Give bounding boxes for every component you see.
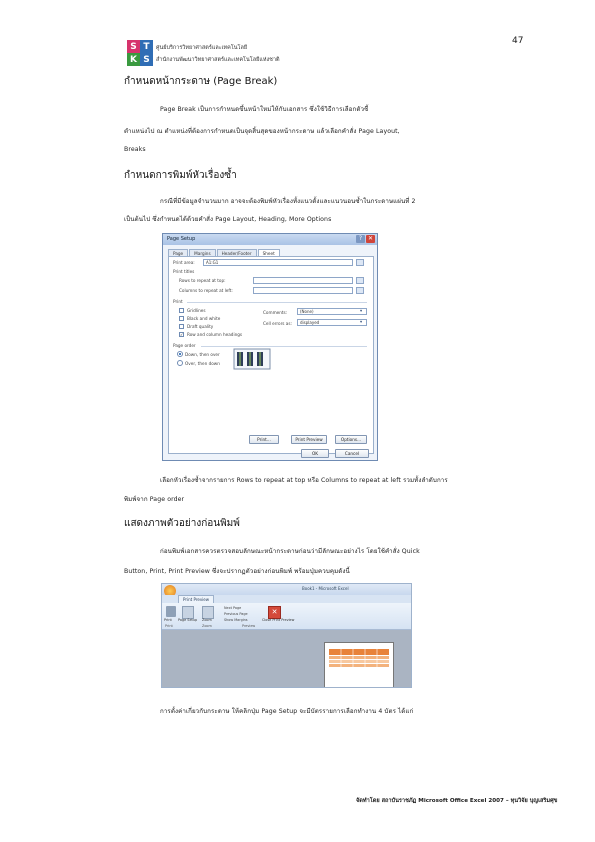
over-then-down-radio[interactable] <box>177 360 183 366</box>
caption-line: พิมพ์จาก Page order <box>124 496 185 503</box>
divider <box>187 302 367 303</box>
collapse-dialog-icon[interactable] <box>356 277 364 284</box>
caption-line: การตั้งค่าเกี่ยวกับกระดาษ ให้คลิกปุ่ม Page Setup จะมีบัตรรายการเลือกทำงาน 4 บัตร ได้แก่ <box>160 708 414 715</box>
close-preview-label: Close Print Preview <box>262 618 295 622</box>
close-preview-icon[interactable]: ✕ <box>268 606 281 619</box>
print-button[interactable]: Print... <box>249 435 279 444</box>
preview-sheet-content <box>325 643 393 688</box>
logo-letter-t: T <box>140 40 153 53</box>
comments-select[interactable]: (None) <box>297 308 367 315</box>
cell-errors-label: Cell errors as: <box>263 321 292 326</box>
caption-line: เลือกหัวเรื่องซ้ำจากรายการ Rows to repeat at top หรือ Columns to repeat at left รวมทั้งลำดับการ <box>160 477 448 484</box>
ok-button[interactable]: OK <box>301 449 329 458</box>
logo-letter-k: K <box>127 53 140 66</box>
page-setup-label: Page Setup <box>178 618 198 622</box>
organization-name-line1: ศูนย์บริการวิทยาศาสตร์และเทคโนโลยี <box>156 45 248 51</box>
options-button[interactable]: Options... <box>335 435 367 444</box>
page-setup-dialog-screenshot <box>162 233 378 461</box>
section-heading-print-preview: แสดงภาพตัวอย่างก่อนพิมพ์ <box>124 518 240 529</box>
cols-repeat-field[interactable] <box>253 287 353 294</box>
comments-label: Comments: <box>263 310 288 315</box>
logo-letter-s1: S <box>127 40 140 53</box>
section-heading-print-titles: กำหนดการพิมพ์หัวเรื่องซ้ำ <box>124 170 237 181</box>
row-col-headings-label: Row and column headings <box>187 332 243 337</box>
print-section-label: Print <box>173 299 183 304</box>
chevron-down-icon[interactable]: ▾ <box>360 319 363 324</box>
preview-canvas <box>162 630 412 688</box>
ribbon-tab-row <box>162 595 411 603</box>
print-label: Print <box>164 618 172 622</box>
over-then-down-label: Over, then down <box>185 361 220 366</box>
gridlines-checkbox[interactable] <box>179 308 184 313</box>
print-preview-ribbon-screenshot <box>161 583 412 688</box>
organization-logo <box>127 40 153 66</box>
print-area-field[interactable]: A1:G1 <box>203 259 353 266</box>
print-icon[interactable] <box>166 606 176 617</box>
organization-name-line2: สำนักงานพัฒนาวิทยาศาสตร์และเทคโนโลยีแห่งชาติ <box>156 57 280 63</box>
logo-letter-s2: S <box>140 53 153 66</box>
group-label-preview: Preview <box>242 624 256 628</box>
help-icon[interactable]: ? <box>356 235 365 243</box>
paragraph-line: กรณีที่มีข้อมูลจำนวนมาก อาจจะต้องพิมพ์หัวเรื่องทั้งแนวตั้งและแนวนอนซ้ำในกระดาษแผ่นที่ 2 <box>160 198 416 205</box>
section-heading-page-break: กำหนดหน้ากระดาษ (Page Break) <box>124 76 278 87</box>
gridlines-label: Gridlines <box>187 308 206 313</box>
preview-sheet <box>324 642 394 688</box>
tab-sheet[interactable]: Sheet <box>258 249 280 257</box>
close-icon[interactable]: ✕ <box>367 235 374 242</box>
group-label-zoom: Zoom <box>202 624 212 628</box>
cols-repeat-label: Columns to repeat at left: <box>179 288 233 293</box>
tab-margins[interactable]: Margins <box>189 249 215 257</box>
cell-errors-select[interactable]: displayed <box>297 319 367 326</box>
black-white-label: Black and white <box>187 316 221 321</box>
print-titles-label: Print titles <box>173 269 195 274</box>
group-label-print: Print <box>165 624 173 628</box>
dialog-title-bar <box>163 234 377 245</box>
print-area-label: Print area: <box>173 260 195 265</box>
dialog-title: Page Setup <box>167 236 196 242</box>
rows-repeat-label: Rows to repeat at top: <box>179 278 226 283</box>
tab-page[interactable]: Page <box>168 249 188 257</box>
page-footer: จัดทำโดย สถาบันราชภัฏ Microsoft Office Excel 2007 – ทุนวิจัย บุญเสริมศุข <box>356 798 558 804</box>
paragraph-line: เป็นต้นไป ซึ่งกำหนดได้ด้วยคำสั่ง Page Layout, Heading, More Options <box>124 216 332 223</box>
sheet-tab-panel <box>168 256 374 454</box>
collapse-dialog-icon[interactable] <box>356 259 364 266</box>
next-page-button[interactable]: Next Page <box>224 606 242 610</box>
collapse-dialog-icon[interactable] <box>356 287 364 294</box>
down-then-over-radio[interactable] <box>177 351 183 357</box>
ribbon-body <box>162 603 411 630</box>
page-order-label: Page order <box>173 343 196 348</box>
divider <box>201 346 367 347</box>
tab-header-footer[interactable]: Header/Footer <box>217 249 257 257</box>
page-number: 47 <box>512 36 524 46</box>
window-title: Book1 - Microsoft Excel <box>302 586 349 591</box>
paragraph-line: Breaks <box>124 146 146 153</box>
black-white-checkbox[interactable] <box>179 316 184 321</box>
cancel-button[interactable]: Cancel <box>335 449 369 458</box>
paragraph-line: Button, Print, Print Preview ซึ่งจะปรากฏตัวอย่างก่อนพิมพ์ พร้อมปุ่มควบคุมดังนี้ <box>124 568 350 575</box>
print-preview-button[interactable]: Print Preview <box>291 435 327 444</box>
draft-quality-checkbox[interactable] <box>179 324 184 329</box>
previous-page-button[interactable]: Previous Page <box>224 612 248 616</box>
page-order-preview-icon <box>233 348 271 370</box>
paragraph-line: Page Break เป็นการกำหนดขึ้นหน้าใหม่ให้กับเอกสาร ซึ่งใช้วิธีการเลือกตัวชี้ <box>160 106 369 113</box>
row-col-headings-checkbox[interactable]: ✓ <box>180 332 184 337</box>
ribbon-title-bar <box>162 584 411 595</box>
chevron-down-icon[interactable]: ▾ <box>360 308 363 313</box>
paragraph-line: ก่อนพิมพ์เอกสารควรตรวจสอบลักษณะหน้ากระดาษก่อนว่ามีลักษณะอย่างไร โดยใช้คำสั่ง Quick <box>160 548 420 555</box>
draft-quality-label: Draft quality <box>187 324 214 329</box>
paragraph-line: ตำแหน่งไป ณ ตำแหน่งที่ต้องการกำหนดเป็นจุดสิ้นสุดของหน้ากระดาษ แล้วเลือกคำสั่ง Page Layout, <box>124 128 400 135</box>
show-margins-checkbox[interactable]: Show Margins <box>224 618 248 622</box>
tab-print-preview[interactable]: Print Preview <box>178 595 214 604</box>
down-then-over-label: Down, then over <box>185 352 220 357</box>
zoom-label: Zoom <box>202 618 212 622</box>
rows-repeat-field[interactable] <box>253 277 353 284</box>
